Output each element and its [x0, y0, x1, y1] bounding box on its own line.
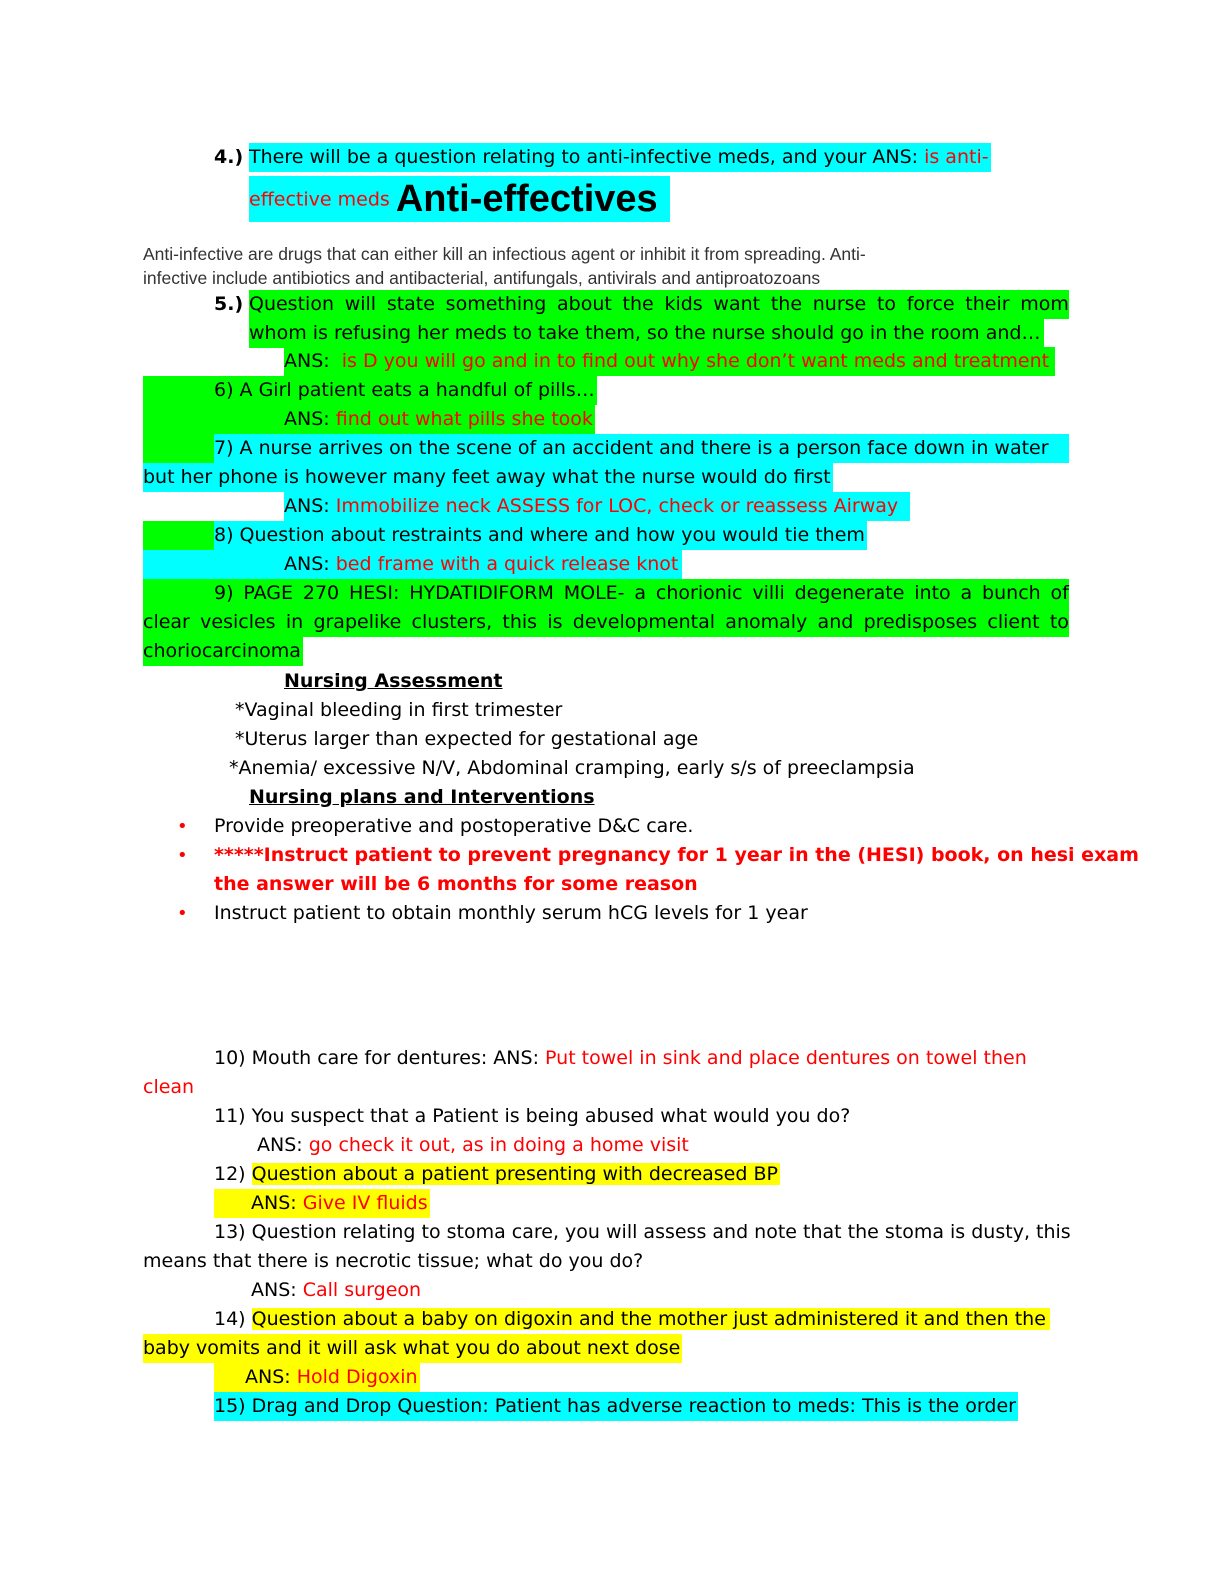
- word: nurse: [812, 293, 867, 315]
- word: want: [713, 293, 761, 315]
- q4-answer-a: is anti-: [924, 146, 989, 168]
- word: bunch: [982, 582, 1041, 604]
- q11-question: 11) You suspect that a Patient is being abused what would you do?: [214, 1105, 851, 1127]
- word: to: [876, 293, 897, 315]
- word: clear: [143, 611, 190, 633]
- q7-highlight-indent: [143, 434, 214, 463]
- word: developmental: [572, 611, 716, 633]
- q9-line3: choriocarcinoma: [143, 637, 303, 666]
- q14-number: 14): [214, 1308, 246, 1330]
- q5-answer-line: [284, 347, 1055, 376]
- q8-answer-line: [284, 550, 682, 579]
- q14-question-line2: baby vomits and it will ask what you do about next dose: [143, 1334, 682, 1363]
- q10-answer-b: clean: [143, 1076, 195, 1098]
- word: is: [547, 611, 563, 633]
- q13-answer-line: [251, 1276, 421, 1305]
- word: force: [906, 293, 955, 315]
- q9-line1: [214, 579, 1069, 608]
- word: this: [502, 611, 538, 633]
- word: kids: [664, 293, 703, 315]
- q14-answer-label: ANS:: [245, 1366, 291, 1388]
- word: degenerate: [794, 582, 905, 604]
- q11-answer-line: [257, 1131, 689, 1160]
- q14-line1: [214, 1305, 1050, 1334]
- word: their: [965, 293, 1010, 315]
- nursing-plans-heading: Nursing plans and Interventions: [249, 786, 595, 808]
- word: into: [914, 582, 951, 604]
- word: vesicles: [200, 611, 276, 633]
- q14-answer-line: [214, 1363, 420, 1392]
- q8-question: 8) Question about restraints and where and how you would tie them: [214, 521, 867, 550]
- q14-answer: Hold Digoxin: [296, 1366, 418, 1388]
- word: will: [344, 293, 377, 315]
- q6-answer-label: ANS:: [284, 408, 330, 430]
- q5-answer: is D you will go and in to find out why she don’t want meds and treatment: [341, 350, 1050, 372]
- q14-question-line1: Question about a baby on digoxin and the mother just administered it and then the: [252, 1308, 1050, 1330]
- q9-highlight-indent: [143, 579, 214, 608]
- word: HESI:: [349, 582, 400, 604]
- q4-question: There will be a question relating to anti-infective meds, and your ANS:: [249, 146, 919, 168]
- nursing-assessment-heading: Nursing Assessment: [284, 670, 503, 692]
- word: PAGE: [243, 582, 294, 604]
- word: something: [445, 293, 547, 315]
- q4-number: 4.): [214, 146, 244, 168]
- word: the: [622, 293, 654, 315]
- q12-answer-line: [214, 1189, 430, 1218]
- word: the: [770, 293, 803, 315]
- word: Question: [249, 293, 334, 315]
- plans-item-3: Instruct patient to obtain monthly serum hCG levels for 1 year: [214, 902, 808, 924]
- q8-highlight-indent: [143, 521, 214, 550]
- q8-answer-indent: [143, 550, 284, 579]
- q13-answer: Call surgeon: [302, 1279, 422, 1301]
- q13-answer-label: ANS:: [251, 1279, 297, 1301]
- q7-answer-label: ANS:: [284, 495, 330, 517]
- bullet-icon: •: [177, 816, 188, 837]
- q13-line1: 13) Question relating to stoma care, you will assess and note that the stoma is dusty, this: [214, 1221, 1071, 1243]
- q8-answer-label: ANS:: [284, 553, 330, 575]
- q5-number: 5.): [214, 293, 244, 315]
- q5-answer-label: ANS:: [284, 350, 330, 372]
- q9-line2: [143, 608, 1069, 637]
- q7-answer: Immobilize neck ASSESS for LOC, check or reassess Airway: [335, 495, 899, 517]
- q6-question: 6) A Girl patient eats a handful of pills…: [214, 376, 597, 405]
- word: mom: [1020, 293, 1069, 315]
- q11-answer: go check it out, as in doing a home visit: [308, 1134, 689, 1156]
- q12-number: 12): [214, 1163, 246, 1185]
- q6-highlight-indent: [143, 376, 214, 405]
- plans-item-2-line1: *****Instruct patient to prevent pregnancy for 1 year in the (HESI) book, on hesi exam: [214, 844, 1139, 866]
- bullet-icon: •: [177, 845, 188, 866]
- word: state: [386, 293, 435, 315]
- assessment-item: *Anemia/ excessive N/V, Abdominal cramping, early s/s of preeclampsia: [229, 757, 915, 779]
- q10-question: 10) Mouth care for dentures: ANS:: [214, 1047, 539, 1069]
- word: MOLE-: [563, 582, 625, 604]
- word: a: [634, 582, 647, 604]
- q12-line: [214, 1160, 780, 1189]
- q7-answer-line: [284, 492, 910, 521]
- word: and: [817, 611, 854, 633]
- word: HYDATIDIFORM: [409, 582, 554, 604]
- plans-item-2-line2: the answer will be 6 months for some reason: [214, 873, 698, 895]
- word: a: [960, 582, 973, 604]
- plans-item-1: Provide preoperative and postoperative D&C care.: [214, 815, 694, 837]
- word: client: [987, 611, 1040, 633]
- word: of: [1050, 582, 1069, 604]
- intro-line2: infective include antibiotics and antibacterial, antifungals, antivirals and antiproatozoans: [143, 268, 821, 288]
- q12-question: Question about a patient presenting with decreased BP: [251, 1163, 778, 1185]
- q6-answer-indent: [143, 405, 284, 434]
- word: about: [557, 293, 612, 315]
- q10-line1: [214, 1044, 1027, 1073]
- anti-effectives-heading: Anti-effectives: [395, 178, 658, 220]
- word: to: [1049, 611, 1069, 633]
- word: clusters,: [411, 611, 493, 633]
- word: 270: [302, 582, 340, 604]
- q5-line1: [249, 290, 1069, 319]
- word: 9): [214, 582, 234, 604]
- q7-line2: but her phone is however many feet away what the nurse would do first: [143, 463, 833, 492]
- q12-answer-label: ANS:: [251, 1192, 297, 1214]
- q4-line2: [249, 176, 670, 222]
- q12-answer: Give IV fluids: [302, 1192, 428, 1214]
- q6-answer-line: [284, 405, 595, 434]
- assessment-item: *Uterus larger than expected for gestational age: [235, 728, 699, 750]
- q4-answer-b: effective meds: [249, 188, 390, 211]
- word: in: [285, 611, 304, 633]
- word: predisposes: [863, 611, 978, 633]
- q6-answer: find out what pills she took: [335, 408, 593, 430]
- q8-answer: bed frame with a quick release knot: [335, 553, 679, 575]
- word: anomaly: [725, 611, 808, 633]
- q11-answer-label: ANS:: [257, 1134, 303, 1156]
- word: villi: [752, 582, 785, 604]
- assessment-item: *Vaginal bleeding in first trimester: [235, 699, 563, 721]
- q13-line2: means that there is necrotic tissue; what do you do?: [143, 1250, 644, 1272]
- bullet-icon: •: [177, 903, 188, 924]
- intro-line1: Anti-infective are drugs that can either kill an infectious agent or inhibit it from spreading. Anti-: [143, 244, 866, 264]
- word: chorionic: [655, 582, 743, 604]
- q5-line2: whom is refusing her meds to take them, so the nurse should go in the room and…: [249, 319, 1044, 348]
- word: grapelike: [313, 611, 402, 633]
- q10-answer-a: Put towel in sink and place dentures on towel then: [545, 1047, 1027, 1069]
- q15-question: 15) Drag and Drop Question: Patient has adverse reaction to meds: This is the order: [214, 1392, 1018, 1421]
- q4-line1: [249, 143, 991, 172]
- q7-line1: 7) A nurse arrives on the scene of an accident and there is a person face down in water: [214, 434, 1069, 463]
